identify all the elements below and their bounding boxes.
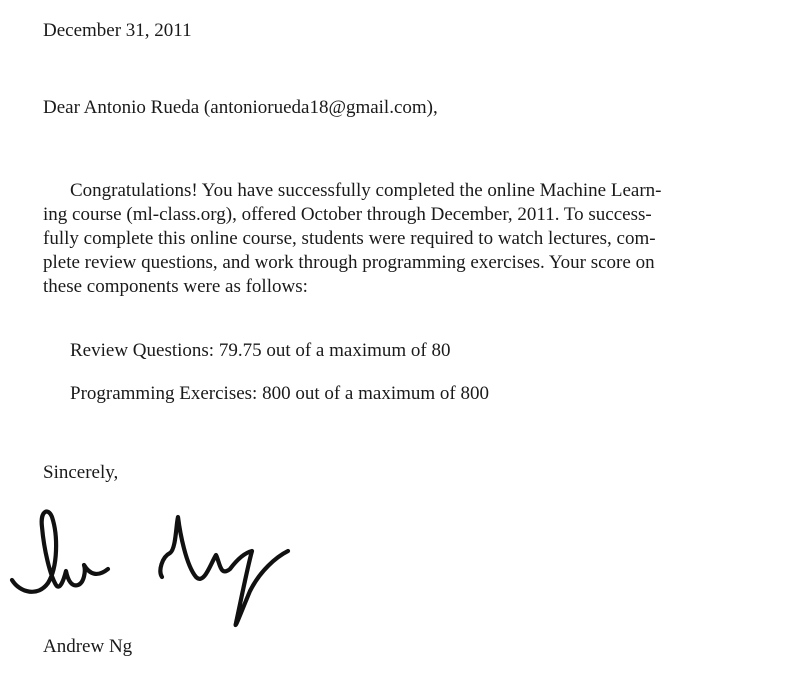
body-line: fully complete this online course, students were required to watch lectures, com-	[43, 228, 656, 249]
body-line: ing course (ml-class.org), offered October through December, 2011. To success-	[43, 204, 652, 225]
programming-exercises-score: Programming Exercises: 800 out of a maximum of 800	[70, 383, 489, 404]
salutation: Dear Antonio Rueda (antoniorueda18@gmail.com),	[43, 97, 438, 118]
body-line: these components were as follows:	[43, 276, 308, 297]
signer-name: Andrew Ng	[43, 636, 133, 657]
handwritten-signature	[0, 505, 300, 635]
letter-date: December 31, 2011	[43, 20, 192, 41]
body-line: Congratulations! You have successfully completed the online Machine Learn-	[70, 180, 662, 201]
review-questions-score: Review Questions: 79.75 out of a maximum of 80	[70, 340, 451, 361]
body-line: plete review questions, and work through programming exercises. Your score on	[43, 252, 655, 273]
closing: Sincerely,	[43, 462, 119, 483]
